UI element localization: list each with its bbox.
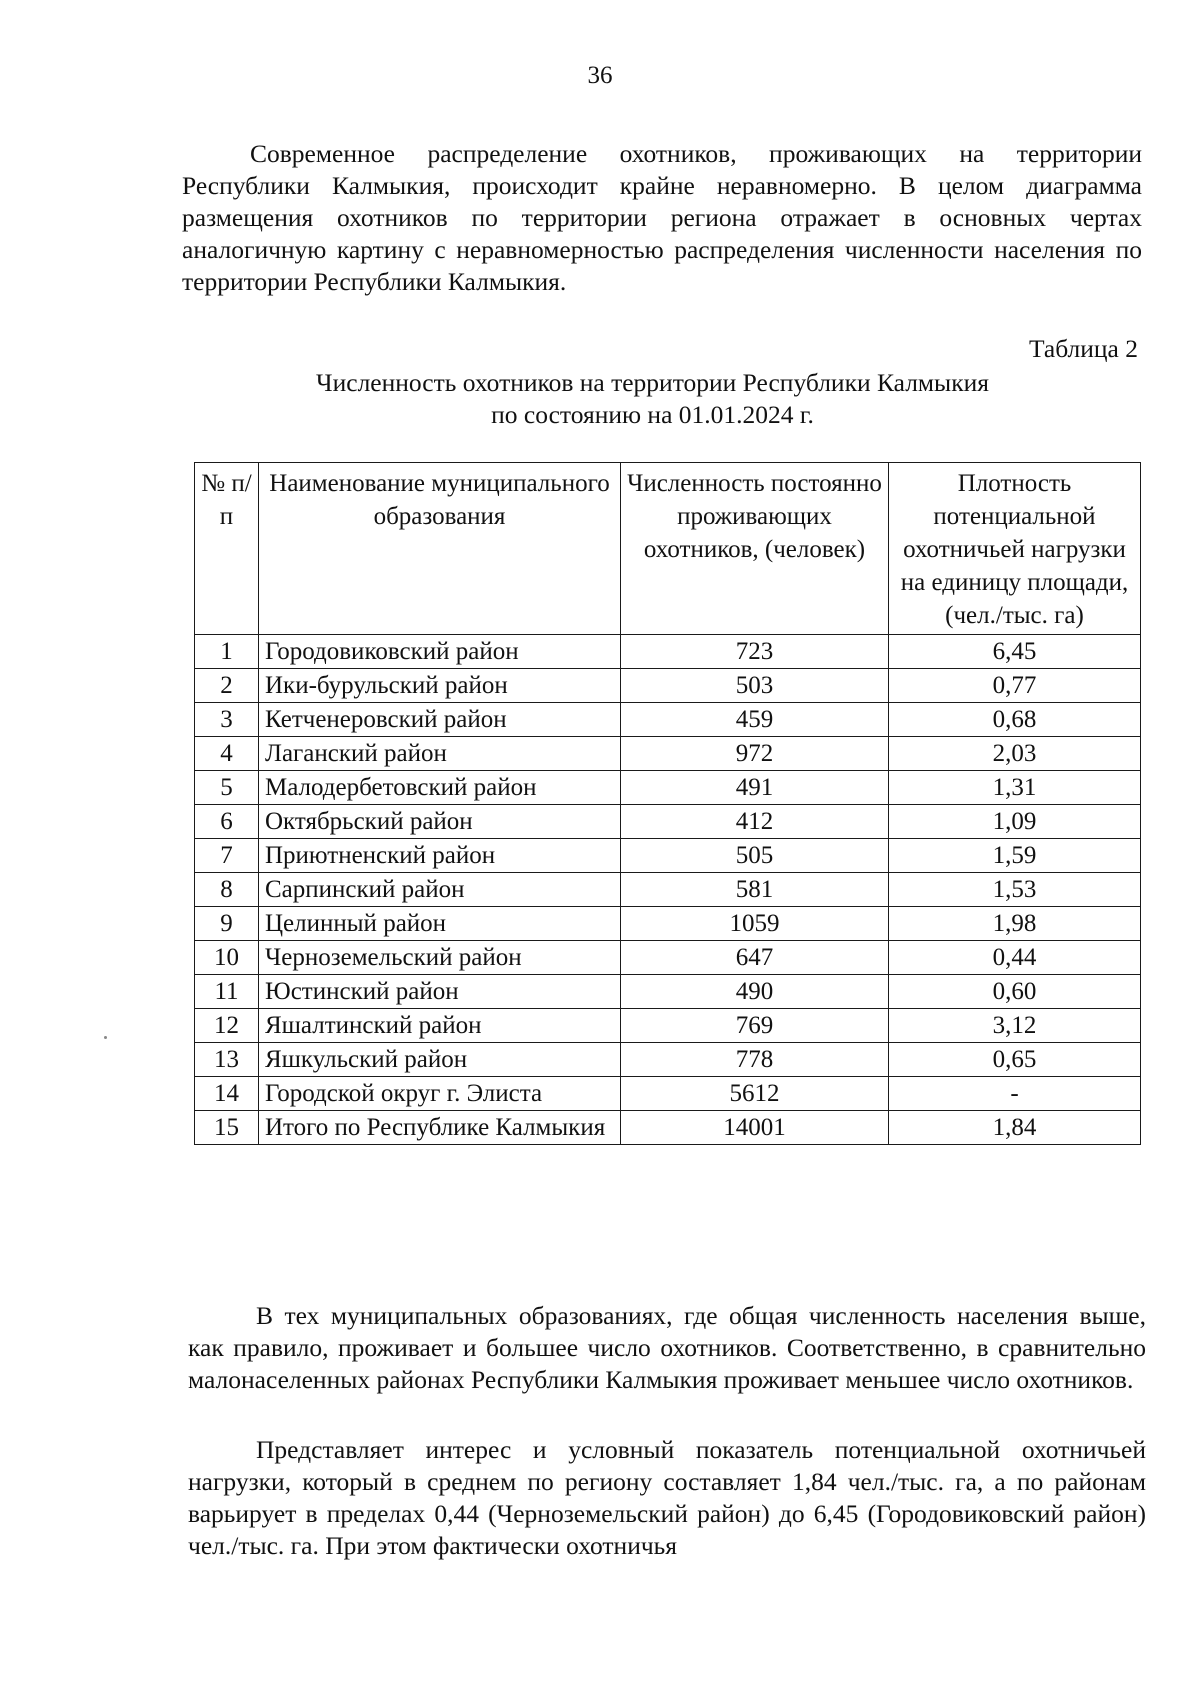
row-density: 2,03: [889, 737, 1141, 771]
table-row: [195, 975, 1141, 1009]
row-name: Яшкульский район: [259, 1043, 621, 1077]
row-num: 5: [195, 771, 259, 805]
row-name: Городовиковский район: [259, 635, 621, 669]
row-count: 723: [621, 635, 889, 669]
row-name: Октябрьский район: [259, 805, 621, 839]
row-num: 13: [195, 1043, 259, 1077]
row-count: 491: [621, 771, 889, 805]
row-count: 5612: [621, 1077, 889, 1111]
row-count: 459: [621, 703, 889, 737]
row-num: 3: [195, 703, 259, 737]
header-name: Наименование муниципального образования: [259, 463, 621, 635]
row-name: Ики-бурульский район: [259, 669, 621, 703]
table-total-row: [195, 1111, 1141, 1145]
row-density: 1,31: [889, 771, 1141, 805]
row-num: 6: [195, 805, 259, 839]
row-name: Юстинский район: [259, 975, 621, 1009]
row-density: 1,53: [889, 873, 1141, 907]
row-count: 581: [621, 873, 889, 907]
row-name: Лаганский район: [259, 737, 621, 771]
table-row: [195, 1077, 1141, 1111]
header-density: Плотность потенциальной охотничьей нагрузки на единицу площади, (чел./тыс. га): [889, 463, 1141, 635]
table-row: [195, 1009, 1141, 1043]
row-count: 503: [621, 669, 889, 703]
row-name: Черноземельский район: [259, 941, 621, 975]
row-count: 769: [621, 1009, 889, 1043]
row-num: 15: [195, 1111, 259, 1145]
table-title-line-1: Численность охотников на территории Республики Калмыкия: [316, 368, 989, 397]
row-num: 11: [195, 975, 259, 1009]
row-num: 7: [195, 839, 259, 873]
table-row: [195, 669, 1141, 703]
row-density: 1,84: [889, 1111, 1141, 1145]
table-body: [195, 635, 1141, 1145]
table-row: [195, 805, 1141, 839]
table-row: [195, 941, 1141, 975]
row-count: 1059: [621, 907, 889, 941]
row-density: 1,59: [889, 839, 1141, 873]
table-title-line-2: по состоянию на 01.01.2024 г.: [491, 400, 814, 429]
row-count: 505: [621, 839, 889, 873]
table-row: [195, 1043, 1141, 1077]
row-num: 2: [195, 669, 259, 703]
row-name: Целинный район: [259, 907, 621, 941]
row-count: 14001: [621, 1111, 889, 1145]
row-count: 412: [621, 805, 889, 839]
row-count: 490: [621, 975, 889, 1009]
row-count: 972: [621, 737, 889, 771]
table-title: [180, 367, 1125, 431]
table-row: [195, 635, 1141, 669]
row-density: 0,44: [889, 941, 1141, 975]
row-density: 0,60: [889, 975, 1141, 1009]
page-number: 36: [587, 62, 613, 89]
table-row: [195, 703, 1141, 737]
row-name: Малодербетовский район: [259, 771, 621, 805]
row-num: 14: [195, 1077, 259, 1111]
row-name: Сарпинский район: [259, 873, 621, 907]
hunters-table: [194, 462, 1141, 1145]
row-density: 1,09: [889, 805, 1141, 839]
table-row: [195, 771, 1141, 805]
header-num: № п/п: [195, 463, 259, 635]
row-num: 4: [195, 737, 259, 771]
header-count: Численность постоянно проживающих охотников, (человек): [621, 463, 889, 635]
row-count: 647: [621, 941, 889, 975]
row-num: 1: [195, 635, 259, 669]
row-density: 0,68: [889, 703, 1141, 737]
row-density: 6,45: [889, 635, 1141, 669]
row-num: 8: [195, 873, 259, 907]
paragraph-3: Представляет интерес и условный показатель потенциальной охотничьей нагрузки, который в среднем по региону составляет 1,84 чел./тыс. га, а по районам варьирует в пределах 0,44 (Черноземельский район) до 6,45 (Городовиковский район) чел./тыс. га. При этом фактически охотничья: [188, 1435, 1146, 1560]
row-name: Кетченеровский район: [259, 703, 621, 737]
row-name: Приютненский район: [259, 839, 621, 873]
row-num: 9: [195, 907, 259, 941]
row-density: 0,65: [889, 1043, 1141, 1077]
row-density: 1,98: [889, 907, 1141, 941]
row-name: Городской округ г. Элиста: [259, 1077, 621, 1111]
row-density: -: [889, 1077, 1141, 1111]
row-name: Яшалтинский район: [259, 1009, 621, 1043]
table-row: [195, 873, 1141, 907]
table-row: [195, 907, 1141, 941]
table-header-row: [195, 463, 1141, 635]
scan-dot: [104, 1036, 107, 1039]
table-row: [195, 839, 1141, 873]
row-density: 0,77: [889, 669, 1141, 703]
table-row: [195, 737, 1141, 771]
row-count: 778: [621, 1043, 889, 1077]
row-num: 10: [195, 941, 259, 975]
paragraph-2: В тех муниципальных образованиях, где общая численность населения выше, как правило, проживает и большее число охотников. Соответственно, в сравнительно малонаселенных районах Республики Калмыкия проживает меньшее число охотников.: [188, 1301, 1146, 1394]
intro-paragraph: Современное распределение охотников, проживающих на территории Республики Калмыкия, происходит крайне неравномерно. В целом диаграмма размещения охотников по территории региона отражает в основных чертах аналогичную картину с неравномерностью распределения численности населения по территории Республики Калмыкия.: [182, 139, 1142, 296]
row-density: 3,12: [889, 1009, 1141, 1043]
table-label: Таблица 2: [1028, 334, 1138, 363]
row-name: Итого по Республике Калмыкия: [259, 1111, 621, 1145]
row-num: 12: [195, 1009, 259, 1043]
